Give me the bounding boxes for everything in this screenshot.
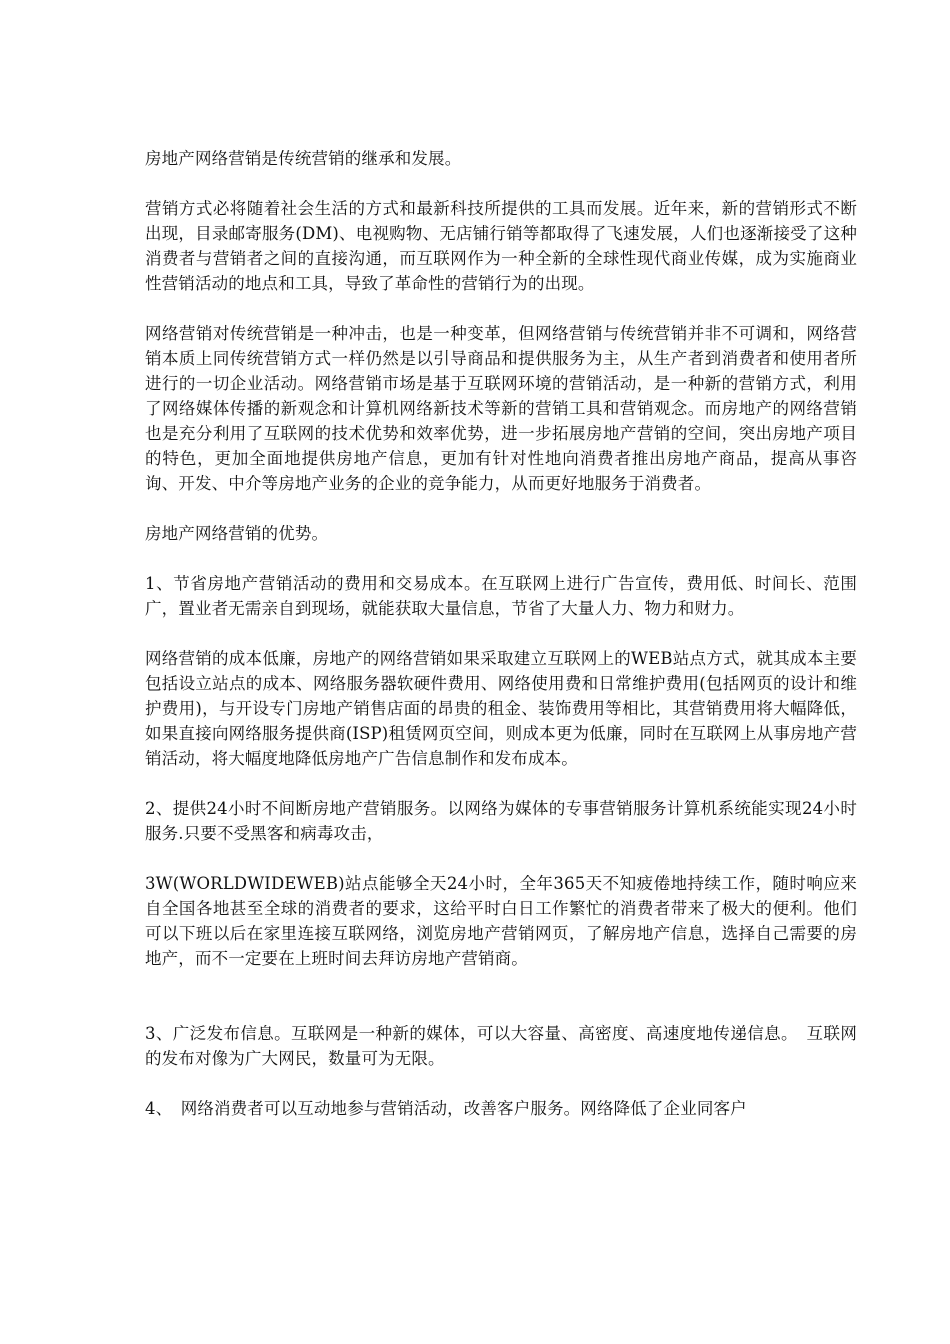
document-body (145, 146, 857, 1121)
paragraph-point-4: 4、 网络消费者可以互动地参与营销活动，改善客户服务。网络降低了企业同客户 (145, 1099, 747, 1118)
paragraph-point-1: 1、节省房地产营销活动的费用和交易成本。在互联网上进行广告宣传，费用低、时间长、范围广，置业者无需亲自到现场，就能获取大量信息，节省了大量人力、物力和财力。 (145, 574, 857, 618)
paragraph-network-vs-traditional: 网络营销对传统营销是一种冲击，也是一种变革，但网络营销与传统营销并非不可调和，网络营销本质上同传统营销方式一样仍然是以引导商品和提供服务为主，从生产者到消费者和使用者所进行的一切企业活动。网络营销市场是基于互联网环境的营销活动，是一种新的营销方式，利用了网络媒体传播的新观念和计算机网络新技术等新的营销工具和营销观念。而房地产的网络营销也是充分利用了互联网的技术优势和效率优势，进一步拓展房地产营销的空间，突出房地产项目的特色，更加全面地提供房地产信息，更加有针对性地向消费者推出房地产商品，提高从事咨询、开发、中介等房地产业务的企业的竞争能力，从而更好地服务于消费者。 (145, 324, 857, 493)
paragraph-www-service: 3W(WORLDWIDEWEB)站点能够全天24小时，全年365天不知疲倦地持续工作，随时响应来自全国各地甚至全球的消费者的要求，这给平时白日工作繁忙的消费者带来了极大的便利。他们可以下班以后在家里连接互联网络，浏览房地产营销网页，了解房地产信息，选择自己需要的房地产，而不一定要在上班时间去拜访房地产营销商。 (145, 874, 857, 968)
paragraph-point-3: 3、广泛发布信息。互联网是一种新的媒体，可以大容量、高密度、高速度地传递信息。 互联网的发布对像为广大网民，数量可为无限。 (145, 1024, 857, 1068)
paragraph-intro: 房地产网络营销是传统营销的继承和发展。 (145, 149, 462, 168)
paragraph-low-cost: 网络营销的成本低廉，房地产的网络营销如果采取建立互联网上的WEB站点方式，就其成本主要包括设立站点的成本、网络服务器软硬件费用、网络使用费和日常维护费用(包括网页的设计和维护费用)，与开设专门房地产销售店面的昂贵的租金、装饰费用等相比，其营销费用将大幅降低，如果直接向网络服务提供商(ISP)租赁网页空间，则成本更为低廉，同时在互联网上从事房地产营销活动，将大幅度地降低房地产广告信息制作和发布成本。 (145, 649, 857, 768)
paragraph-advantages-heading: 房地产网络营销的优势。 (145, 524, 329, 543)
paragraph-point-2: 2、提供24小时不间断房地产营销服务。以网络为媒体的专事营销服务计算机系统能实现24小时服务.只要不受黑客和病毒攻击， (145, 799, 857, 843)
paragraph-marketing-methods: 营销方式必将随着社会生活的方式和最新科技所提供的工具而发展。近年来，新的营销形式不断出现，目录邮寄服务(DM)、电视购物、无店铺行销等都取得了飞速发展，人们也逐渐接受了这种消费者与营销者之间的直接沟通，而互联网作为一种全新的全球性现代商业传媒，成为实施商业性营销活动的地点和工具，导致了革命性的营销行为的出现。 (145, 199, 857, 293)
